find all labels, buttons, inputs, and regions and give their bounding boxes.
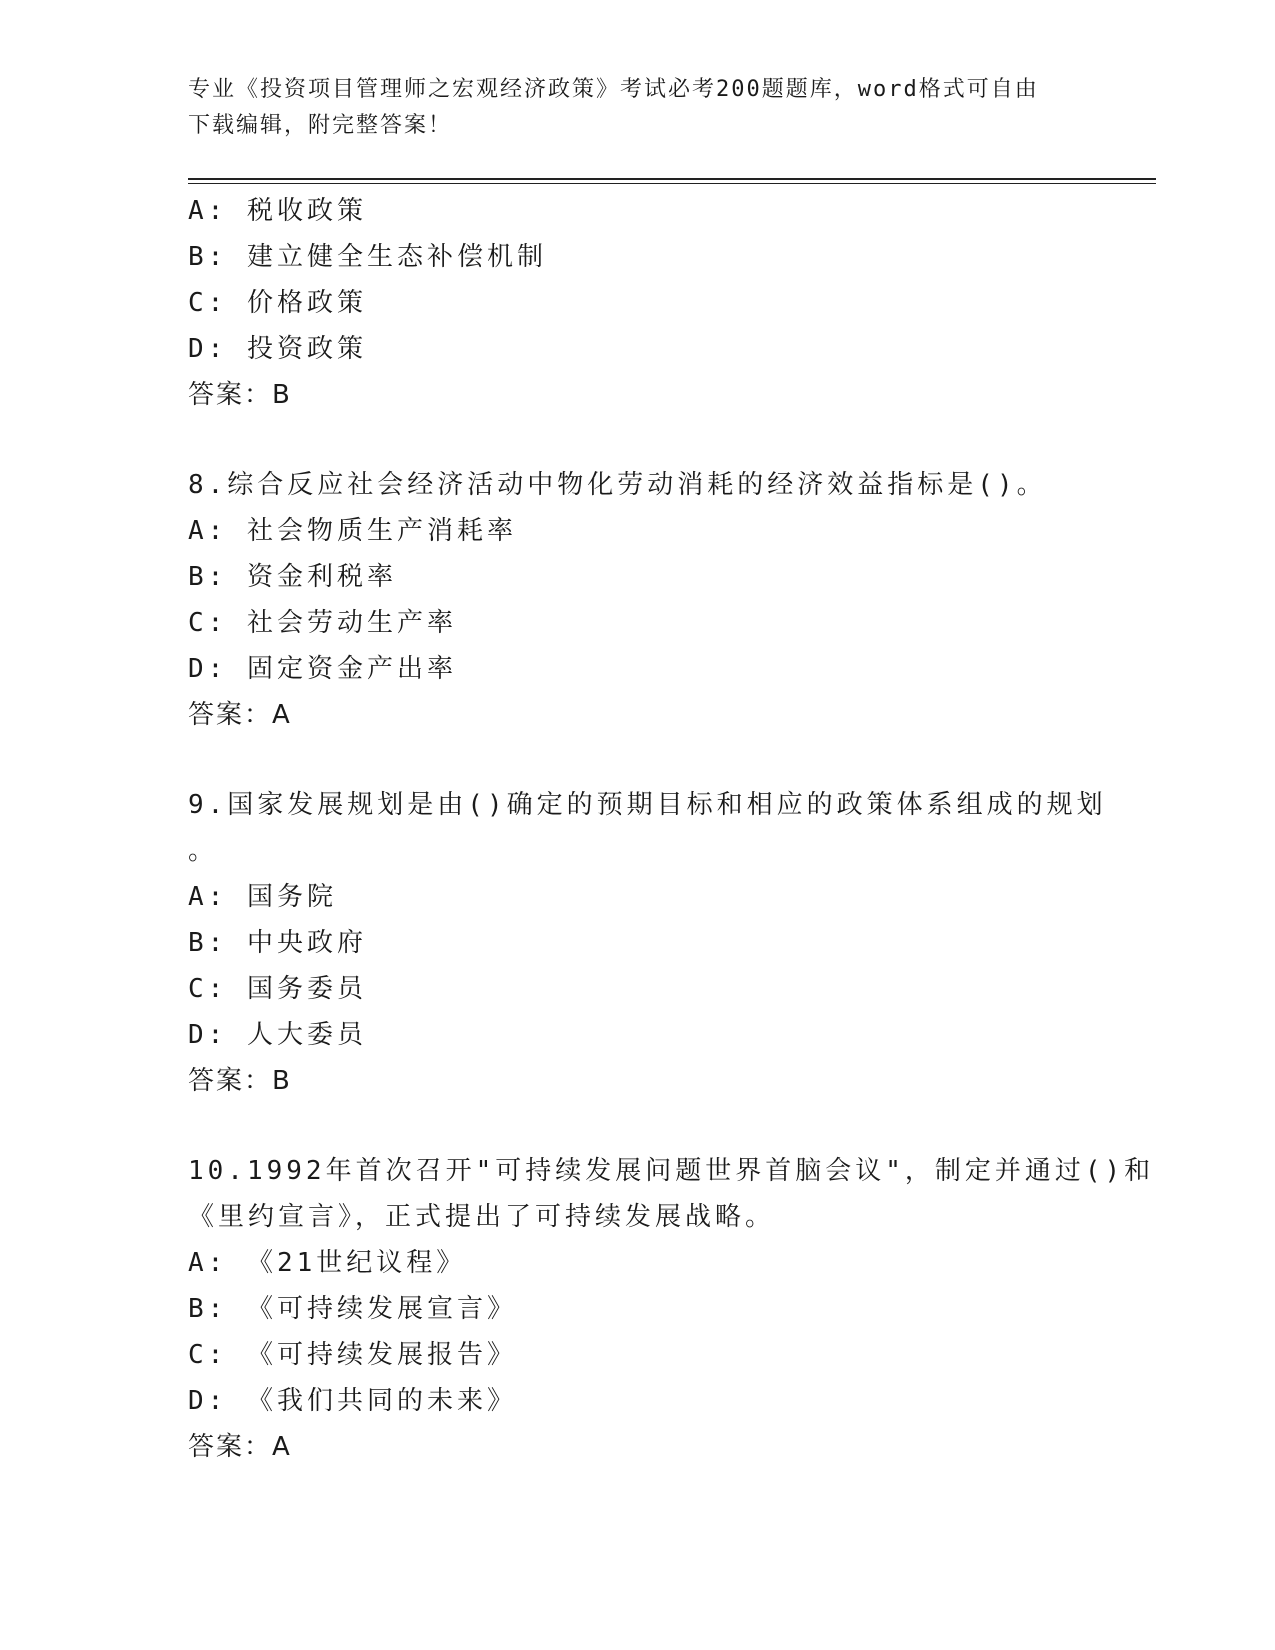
- question-text-line-2: 《里约宣言》，正式提出了可持续发展战略。: [188, 1202, 776, 1232]
- option-a: A: 《21世纪议程》: [188, 1248, 467, 1278]
- option-a: A: 税收政策: [188, 196, 367, 226]
- question-7: [188, 188, 1088, 418]
- option-b: B: 建立健全生态补偿机制: [188, 242, 547, 272]
- question-list: [188, 188, 1155, 1470]
- question-text: 8.综合反应社会经济活动中物化劳动消耗的经济效益指标是()。: [188, 470, 1047, 500]
- option-c: C: 国务委员: [188, 974, 367, 1004]
- option-b: B: 资金利税率: [188, 562, 397, 592]
- option-c: C: 价格政策: [188, 288, 367, 318]
- question-text-line-1: 9.国家发展规划是由()确定的预期目标和相应的政策体系组成的规划: [188, 790, 1107, 820]
- option-d: D: 固定资金产出率: [188, 654, 457, 684]
- header-rule-thick: [188, 178, 1156, 180]
- option-c: C: 社会劳动生产率: [188, 608, 457, 638]
- question-text-line-2: 。: [188, 836, 219, 866]
- answer: 答案：B: [188, 380, 292, 410]
- question-10: [188, 1148, 1155, 1470]
- answer: 答案：A: [188, 1432, 292, 1462]
- question-8: [188, 462, 1088, 738]
- header-line-1: 专业《投资项目管理师之宏观经济政策》考试必考200题题库，word格式可自由: [188, 77, 1039, 102]
- header-rule-thin: [188, 183, 1156, 184]
- option-c: C: 《可持续发展报告》: [188, 1340, 517, 1370]
- option-d: D: 投资政策: [188, 334, 367, 364]
- answer: 答案：B: [188, 1066, 292, 1096]
- option-b: B: 《可持续发展宣言》: [188, 1294, 517, 1324]
- option-a: A: 国务院: [188, 882, 337, 912]
- question-9: [188, 782, 1107, 1104]
- option-b: B: 中央政府: [188, 928, 367, 958]
- document-header: [188, 72, 1088, 144]
- answer: 答案：A: [188, 700, 292, 730]
- question-text-line-1: 10.1992年首次召开"可持续发展问题世界首脑会议"，制定并通过()和: [188, 1156, 1155, 1186]
- option-d: D: 人大委员: [188, 1020, 367, 1050]
- option-a: A: 社会物质生产消耗率: [188, 516, 517, 546]
- header-line-2: 下载编辑，附完整答案！: [188, 113, 453, 138]
- option-d: D: 《我们共同的未来》: [188, 1386, 517, 1416]
